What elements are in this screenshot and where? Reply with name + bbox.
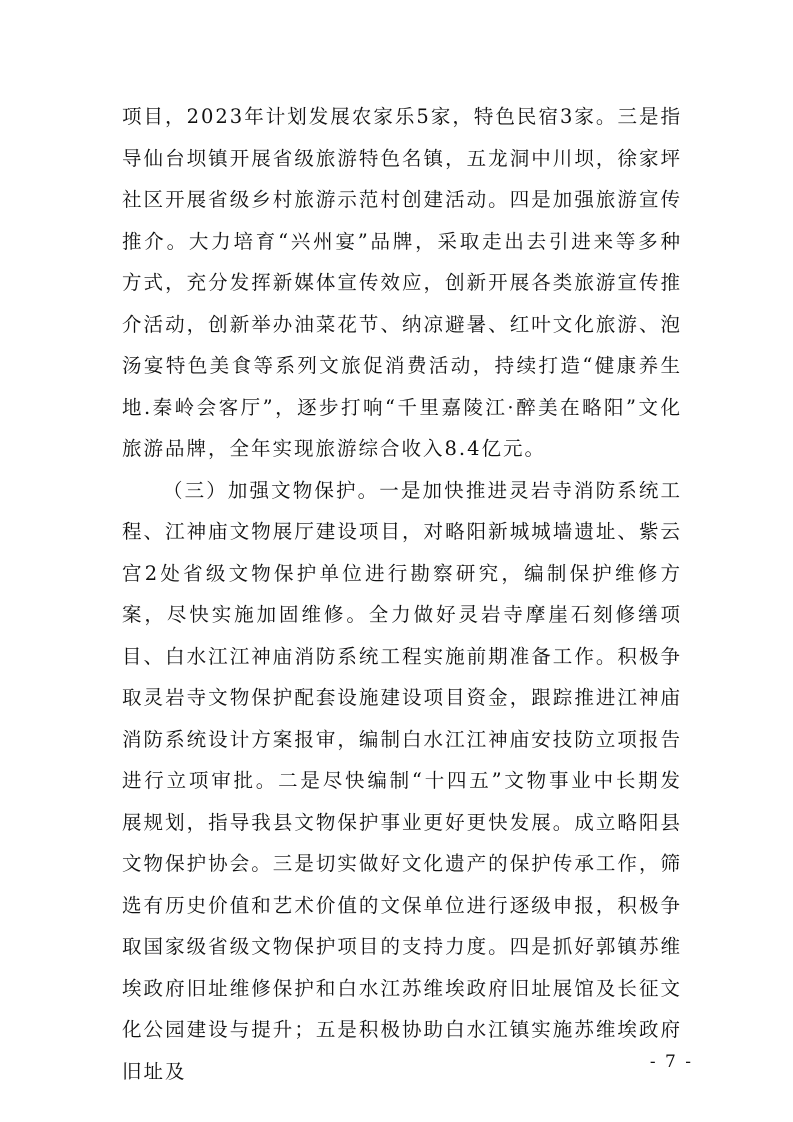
page-number: - 7 - <box>649 1052 693 1072</box>
paragraph-heritage-body: 一是加快推进灵岩寺消防系统工程、江神庙文物展厅建设项目，对略阳新城城墙遗址、紫云宫2处省级文物保护单位进行勘察研究，编制保护维修方案，尽快实施加固维修。全力做好灵岩寺摩崖石刻修缮项目、白水江江神庙消防系统工程实施前期准备工作。积极争取灵岩寺文物保护配套设施建设项目资金，跟踪推进江神庙消防系统设计方案报审，编制白水江江神庙安技防立项报告进行立项审批。二是尽快编制“十四五”文物事业中长期发展规划，指导我县文物保护事业更好更快发展。成立略阳县文物保护协会。三是切实做好文化遗产的保护传承工作，筛选有历史价值和艺术价值的文保单位进行逐级申报，积极争取国家级省级文物保护项目的支持力度。四是抓好郭镇苏维埃政府旧址维修保护和白水江苏维埃政府旧址展馆及长征文化公园建设与提升；五是积极协助白水江镇实施苏维埃政府旧址及 <box>122 478 682 1083</box>
body-text <box>122 96 682 1092</box>
paragraph-heritage <box>122 470 682 1093</box>
paragraph-tourism: 项目，2023年计划发展农家乐5家，特色民宿3家。三是指导仙台坝镇开展省级旅游特色名镇，五龙洞中川坝，徐家坪社区开展省级乡村旅游示范村创建活动。四是加强旅游宣传推介。大力培育“兴州宴”品牌，采取走出去引进来等多种方式，充分发挥新媒体宣传效应，创新开展各类旅游宣传推介活动，创新举办油菜花节、纳凉避暑、红叶文化旅游、泡汤宴特色美食等系列文旅促消费活动，持续打造“健康养生地.秦岭会客厅”，逐步打响“千里嘉陵江·醉美在略阳”文化旅游品牌，全年实现旅游综合收入8.4亿元。 <box>122 105 682 460</box>
section-heading: （三）加强文物保护。 <box>163 478 380 502</box>
